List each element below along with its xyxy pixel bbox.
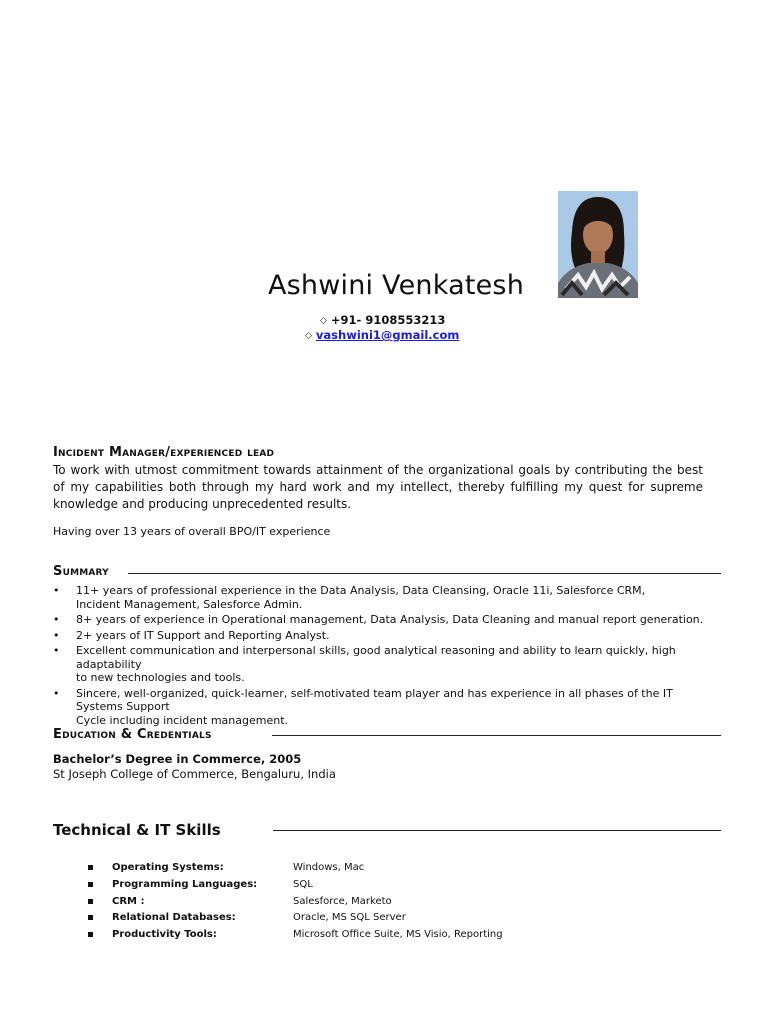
summary-list xyxy=(53,584,713,729)
summary-item: • Sincere, well-organized, quick-learner, self-motivated team player and has experience in all phases of the IT Systems Support Cycle including incident management. xyxy=(53,686,673,727)
college-name: St Joseph College of Commerce, Bengaluru, India xyxy=(53,767,336,781)
skill-label: Relational Databases: xyxy=(112,912,236,924)
profile-photo xyxy=(558,191,638,298)
skill-value: Windows, Mac xyxy=(293,862,365,873)
profile-photo-image xyxy=(558,191,638,298)
education-heading: Education & Credentials xyxy=(53,727,212,742)
square-bullet-icon xyxy=(88,915,93,920)
summary-divider xyxy=(128,573,721,574)
skill-label: Productivity Tools: xyxy=(112,929,217,941)
skill-value: SQL xyxy=(293,878,313,890)
square-bullet-icon xyxy=(88,932,93,937)
bullet-icon: • xyxy=(53,613,60,626)
square-bullet-icon xyxy=(88,899,93,904)
skill-value: Microsoft Office Suite, MS Visio, Reporting xyxy=(293,929,503,941)
diamond-bullet-icon: ◇ xyxy=(305,331,312,341)
objective-text: To work with utmost commitment towards attainment of the organizational goals by contributing the best of my capabilities both through my hard work and my intellect, thereby fulfilling my quest for supreme knowledge and producing unprecedented results. xyxy=(53,463,703,511)
candidate-name: Ashwini Venkatesh xyxy=(268,270,525,301)
bullet-icon: • xyxy=(53,628,60,642)
bullet-icon: • xyxy=(53,686,60,700)
skill-value: Oracle, MS SQL Server xyxy=(293,912,406,924)
diamond-bullet-icon: ◇ xyxy=(320,316,327,326)
skill-label: CRM : xyxy=(112,895,145,907)
email-line xyxy=(305,328,459,342)
education-divider xyxy=(272,735,721,736)
experience-statement: Having over 13 years of overall BPO/IT experience xyxy=(53,525,331,538)
summary-heading: Summary xyxy=(53,564,109,579)
bullet-icon: • xyxy=(53,584,60,597)
degree-title: Bachelor’s Degree in Commerce, 2005 xyxy=(53,752,302,766)
square-bullet-icon xyxy=(88,865,93,870)
skills-divider xyxy=(273,830,721,831)
square-bullet-icon xyxy=(88,882,93,887)
phone-line xyxy=(320,313,445,327)
phone-number: +91- 9108553213 xyxy=(330,313,446,327)
summary-item: • 8+ years of experience in Operational management, Data Analysis, Data Cleaning and manual report generation. xyxy=(53,613,704,626)
bullet-icon: • xyxy=(53,644,60,657)
summary-item: • Excellent communication and interpersonal skills, good analytical reasoning and ability to learn quickly, high adaptability to new technologies and tools. xyxy=(53,644,676,684)
skills-heading: Technical & IT Skills xyxy=(53,821,221,839)
skill-value: Salesforce, Marketo xyxy=(293,895,392,907)
objective-heading: Incident Manager/experienced lead xyxy=(53,445,275,460)
summary-item: • 2+ years of IT Support and Reporting Analyst. xyxy=(53,628,330,642)
email-link[interactable]: vashwini1@gmail.com xyxy=(315,328,460,342)
skill-label: Operating Systems: xyxy=(112,862,224,873)
summary-item: • 11+ years of professional experience in the Data Analysis, Data Cleansing, Oracle 11i, Salesforce CRM, Incident Management, Salesforce Admin. xyxy=(53,584,646,611)
skill-label: Programming Languages: xyxy=(112,878,258,890)
